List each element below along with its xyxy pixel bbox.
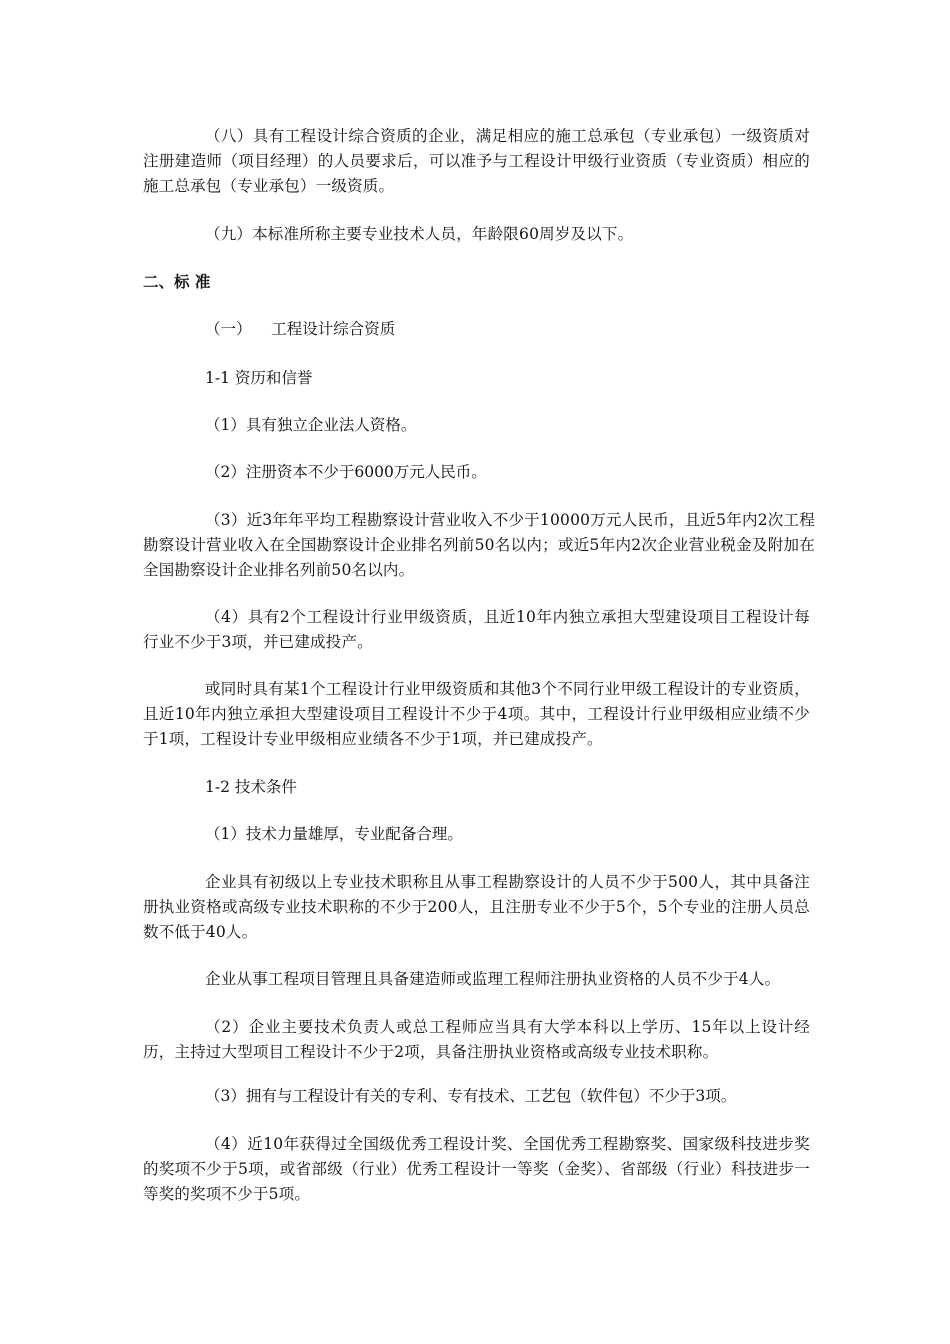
- item-awards: （4）近10年获得过全国级优秀工程设计奖、全国优秀工程勘察奖、国家级科技进步奖的奖项不少于5项，或省部级（行业）优秀工程设计一等奖（金奖）、省部级（行业）科技进步一等奖的奖项不少于5项。: [143, 1135, 810, 1203]
- subsection-comprehensive-qualification: （一） 工程设计综合资质: [205, 320, 396, 338]
- item-revenue-ranking: （3）近3年年平均工程勘察设计营业收入不少于10000万元人民币，且近5年内2次工程勘察设计营业收入在全国勘察设计企业排名列前50名以内；或近5年内2次企业营业税金及附加在全国勘察设计企业排名列前50名以内。: [143, 511, 815, 579]
- paragraph-clause-9: （九）本标准所称主要专业技术人员，年龄限60周岁及以下。: [205, 225, 634, 243]
- paragraph-staff-requirements: 企业具有初级以上专业技术职称且从事工程勘察设计的人员不少于500人，其中具备注册执业资格或高级专业技术职称的不少于200人，且注册专业不少于5个，5个专业的注册人员总数不低于40人。: [143, 873, 810, 941]
- item-legal-person: （1）具有独立企业法人资格。: [205, 416, 417, 434]
- subsection-qualification-reputation: 1-1 资历和信誉: [205, 369, 313, 387]
- paragraph-clause-8: （八）具有工程设计综合资质的企业，满足相应的施工总承包（专业承包）一级资质对注册建造师（项目经理）的人员要求后，可以准予与工程设计甲级行业资质（专业资质）相应的施工总承包（专业承包）一级资质。: [143, 127, 810, 195]
- item-registered-capital: （2）注册资本不少于6000万元人民币。: [205, 463, 487, 481]
- item-industry-grade-a: （4）具有2个工程设计行业甲级资质，且近10年内独立承担大型建设项目工程设计每行业不少于3项，并已建成投产。: [143, 608, 810, 651]
- paragraph-alternative-qualification: 或同时具有某1个工程设计行业甲级资质和其他3个不同行业甲级工程设计的专业资质，且近10年内独立承担大型建设项目工程设计不少于4项。其中，工程设计行业甲级相应业绩不少于1项，工程设计专业甲级相应业绩各不少于1项，并已建成投产。: [143, 680, 810, 748]
- section-heading-standards: 二、标 准: [143, 273, 211, 291]
- item-patents: （3）拥有与工程设计有关的专利、专有技术、工艺包（软件包）不少于3项。: [205, 1087, 737, 1105]
- subsection-technical-conditions: 1-2 技术条件: [205, 778, 297, 796]
- item-chief-engineer: （2）企业主要技术负责人或总工程师应当具有大学本科以上学历、15年以上设计经历，主持过大型项目工程设计不少于2项，具备注册执业资格或高级专业技术职称。: [143, 1018, 810, 1061]
- item-technical-strength: （1）技术力量雄厚，专业配备合理。: [205, 825, 463, 843]
- paragraph-project-management-staff: 企业从事工程项目管理且具备建造师或监理工程师注册执业资格的人员不少于4人。: [205, 970, 781, 988]
